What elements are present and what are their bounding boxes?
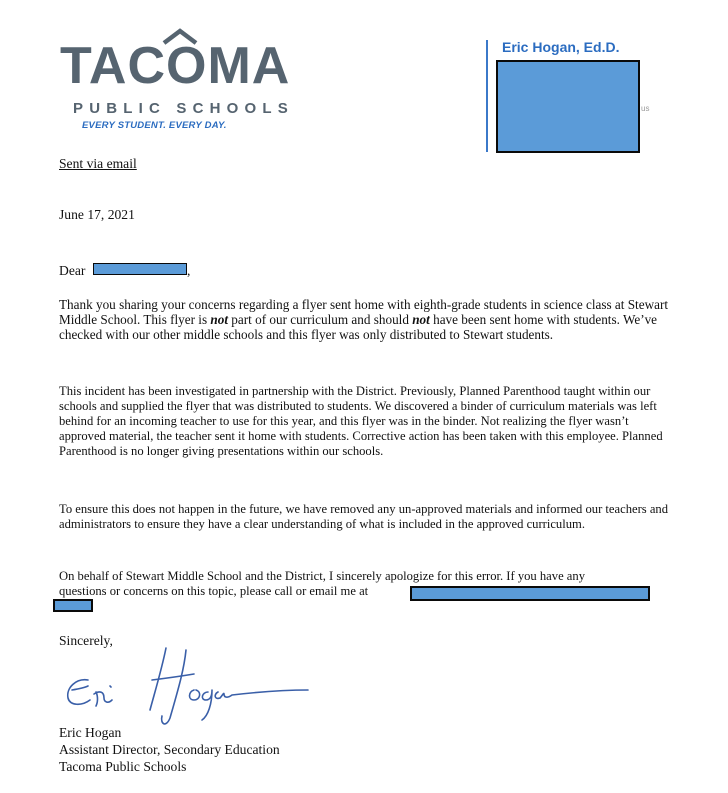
p1-text-a: Thank you sharing your concerns regarding a flyer sent home with eighth-grade students in science class at Stewart Middle School. This flyer is (59, 297, 669, 327)
logo-roof-icon (160, 26, 200, 46)
salutation-punct: , (187, 263, 191, 278)
logo-wordmark: TACOMA (60, 37, 291, 95)
p1-text-e: have been sent home with students. We’ve checked with our other middle schools and this flyer was only distributed to Stewart students. (59, 312, 658, 342)
redaction-contact-info (410, 586, 650, 601)
paragraph-4-line-1: On behalf of Stewart Middle School and the District, I sincerely apologize for this error. If you have any (59, 569, 585, 583)
paragraph-3: To ensure this does not happen in the future, we have removed any un-approved materials and informed our teachers and administrators to ensure they have a clear understanding of what is included in the approved curriculum. (59, 502, 669, 531)
signer-organization: Tacoma Public Schools (59, 759, 187, 774)
salutation (59, 262, 85, 279)
salutation-word: Dear (59, 263, 86, 278)
header-name: Eric Hogan, Ed.D. (502, 39, 620, 55)
logo-subtitle: PUBLIC SCHOOLS (73, 100, 294, 117)
p1-emphasis-2: not (412, 312, 430, 327)
paragraph-1 (59, 297, 669, 342)
handwritten-signature (58, 640, 318, 730)
logo-tagline: EVERY STUDENT. EVERY DAY. (82, 120, 227, 131)
p1-emphasis-1: not (210, 312, 228, 327)
delivery-note: Sent via email (59, 156, 137, 171)
signer-name: Eric Hogan (59, 725, 122, 740)
closing: Sincerely, (59, 633, 113, 648)
paragraph-4-line-2: questions or concerns on this topic, please call or email me at (59, 584, 369, 598)
letter-date: June 17, 2021 (59, 207, 135, 222)
header-divider (486, 40, 488, 152)
signer-title: Assistant Director, Secondary Education (59, 742, 280, 757)
redaction-header-block (496, 60, 640, 153)
header-faint-text: us (641, 104, 650, 113)
redaction-recipient-name (93, 263, 187, 275)
p1-text-c: part of our curriculum and should (228, 312, 413, 327)
paragraph-2: This incident has been investigated in partnership with the District. Previously, Planned Parenthood taught within our schools and supplied the flyer that was distributed to students. We discovered a binder of curriculum materials was left behind for an incoming teacher to use for this year, and this flyer was in the binder. Not realizing the flyer wasn’t approved material, the teacher sent it home with students. Corrective action has been taken with this employee. Planned Parenthood is no longer giving presentations within our schools. (59, 384, 663, 458)
redaction-contact-info-continued (53, 599, 93, 612)
